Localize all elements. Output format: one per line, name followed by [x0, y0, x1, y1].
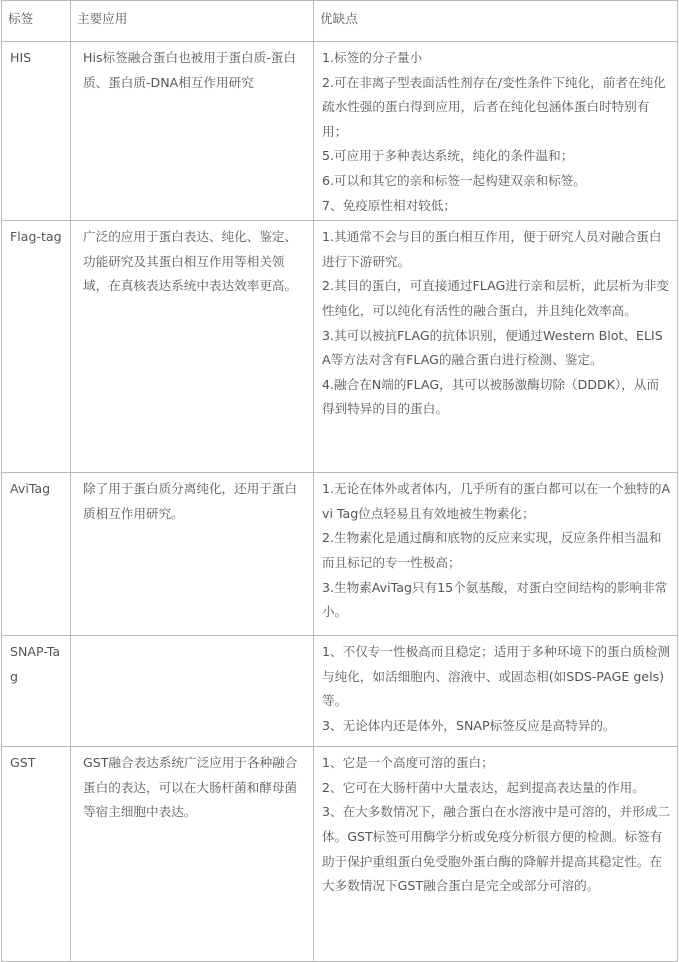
pros-item: 1、它是一个高度可溶的蛋白； [322, 755, 494, 771]
pros-item: 1.其通常不会与目的蛋白相互作用，便于研究人员对融合蛋白进行下游研究。 [322, 229, 662, 269]
table-row-gst [2, 747, 678, 962]
pros-item: 3.其可以被抗FLAG的抗体识别，便通过Western Blot、ELISA等方法对含有FLAG的融合蛋白进行检测、鉴定。 [322, 327, 663, 368]
pros-item: 2、它可在大肠杆菌中大量表达，起到提高表达量的作用。 [322, 779, 645, 795]
pros-cons-cell [314, 636, 678, 747]
tag-name-cell: SNAP-Tag [2, 636, 71, 747]
pros-cons-cell [314, 473, 678, 636]
pros-item: 4.融合在N端的FLAG，其可以被肠激酶切除（DDDK），从而得到特异的目的蛋白。 [322, 376, 660, 417]
main-use-cell [71, 636, 314, 747]
header-row [2, 1, 678, 42]
table-row-avitag [2, 473, 678, 636]
pros-item: 1、不仅专一性极高而且稳定；适用于多种环境下的蛋白质检测与纯化，如活细胞内、溶液中、或固态相(如SDS-PAGE gels)等。 [322, 644, 671, 709]
pros-item: 6.可以和其它的亲和标签一起构建双亲和标签。 [322, 172, 586, 188]
tag-name-cell: Flag-tag [2, 221, 71, 473]
table-row-his [2, 42, 678, 221]
pros-item: 3.生物素AviTag只有15个氨基酸，对蛋白空间结构的影响非常小。 [322, 579, 668, 620]
main-use-cell: His标签融合蛋白也被用于蛋白质-蛋白质、蛋白质-DNA相互作用研究 [71, 42, 314, 221]
pros-item: 5.可应用于多种表达系统，纯化的条件温和； [322, 148, 574, 164]
header-tag: 标签 [2, 1, 71, 42]
tag-name-cell: GST [2, 747, 71, 962]
pros-item: 1.标签的分子量小 [322, 50, 423, 65]
tag-name-cell: HIS [2, 42, 71, 221]
pros-item: 2.可在非离子型表面活性剂存在/变性条件下纯化，前者在纯化疏水性强的蛋白得到应用，后者在纯化包涵体蛋白时特别有用； [322, 74, 666, 139]
pros-item: 2.生物素化是通过酶和底物的反应来实现，反应条件相当温和而且标记的专一性极高； [322, 530, 662, 570]
table-row-snap-tag [2, 636, 678, 747]
header-main-use: 主要应用 [71, 1, 314, 42]
pros-cons-cell [314, 221, 678, 473]
pros-item: 7、免疫原性相对较低； [322, 197, 456, 213]
main-use-cell: 除了用于蛋白质分离纯化，还用于蛋白质相互作用研究。 [71, 473, 314, 636]
main-use-cell: GST融合表达系统广泛应用于各种融合蛋白的表达，可以在大肠杆菌和酵母菌等宿主细胞中表达。 [71, 747, 314, 962]
main-use-cell: 广泛的应用于蛋白表达、纯化、鉴定、功能研究及其蛋白相互作用等相关领域，在真核表达系统中表达效率更高。 [71, 221, 314, 473]
pros-item: 2.其目的蛋白，可直接通过FLAG进行亲和层析，此层析为非变性纯化，可以纯化有活性的融合蛋白，并且纯化效率高。 [322, 278, 669, 318]
pros-cons-cell [314, 42, 678, 221]
pros-item: 3、无论体内还是体外，SNAP标签反应是高特异的。 [322, 717, 616, 733]
tag-name-cell: AviTag [2, 473, 71, 636]
pros-cons-cell [314, 747, 678, 962]
header-pros-cons: 优缺点 [314, 1, 678, 42]
pros-item: 3、在大多数情况下，融合蛋白在水溶液中是可溶的，并形成二体。GST标签可用酶学分析或免疫分析很方便的检测。标签有助于保护重组蛋白免受胞外蛋白酶的降解并提高其稳定性。在大多数情况下GST融合蛋白是完全或部分可溶的。 [322, 804, 671, 894]
tag-comparison-table [1, 0, 678, 962]
table-row-flag-tag [2, 221, 678, 473]
pros-item: 1.无论在体外或者体内，几乎所有的蛋白都可以在一个独特的Avi Tag位点轻易且有效地被生物素化； [322, 481, 671, 521]
